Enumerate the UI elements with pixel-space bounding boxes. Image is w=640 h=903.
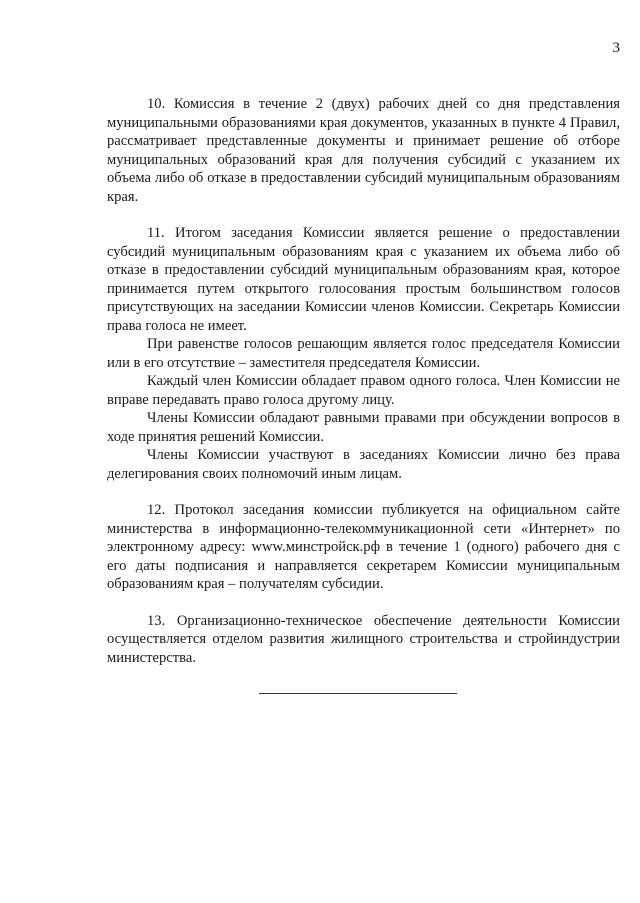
section-12 [107, 501, 620, 594]
end-separator-line [259, 693, 457, 694]
section-gap [107, 483, 620, 501]
paragraph: Члены Комиссии участвуют в заседаниях Комиссии лично без права делегирования своих полномочий иным лицам. [107, 447, 620, 482]
paragraph: Члены Комиссии обладают равными правами при обсуждении вопросов в ходе принятия решений Комиссии. [107, 410, 620, 445]
paragraph: 11. Итогом заседания Комиссии является решение о предоставлении субсидий муниципальным образованиям края с указанием их объема либо об отказе в предоставлении субсидий муниципальным образованиям края, которое принимается путем открытого голосования простым большинством голосов присутствующих на заседании Комиссии членов Комиссии. Секретарь Комиссии права голоса не имеет. [107, 225, 620, 334]
paragraph: 12. Протокол заседания комиссии публикуется на официальном сайте министерства в информационно-телекоммуникационной сети «Интернет» по электронному адресу: www.минстройск.рф в течение 1 (одного) рабочего дня с его даты подписания и направляется секретарем Комиссии муниципальным образованиям края – получателям субсидии. [107, 502, 620, 592]
section-11 [107, 224, 620, 483]
paragraph: 13. Организационно-техническое обеспечение деятельности Комиссии осуществляется отделом развития жилищного строительства и стройиндустрии министерства. [107, 612, 620, 666]
paragraph: Каждый член Комиссии обладает правом одного голоса. Член Комиссии не вправе передавать право голоса другому лицу. [107, 373, 620, 408]
paragraph: При равенстве голосов решающим является голос председателя Комиссии или в его отсутствие – заместителя председателя Комиссии. [107, 336, 620, 371]
paragraph: 10. Комиссия в течение 2 (двух) рабочих дней со дня представления муниципальными образованиями края документов, указанных в пункте 4 Правил, рассматривает представленные документы и принимает решение об отборе муниципальных образований края для получения субсидий с указанием их объема либо об отказе в предоставлении субсидий муниципальным образованиям края. [107, 96, 620, 205]
document-body [107, 95, 620, 667]
section-gap [107, 594, 620, 612]
section-10 [107, 95, 620, 206]
section-13 [107, 612, 620, 668]
section-gap [107, 206, 620, 224]
page-number: 3 [612, 40, 620, 56]
